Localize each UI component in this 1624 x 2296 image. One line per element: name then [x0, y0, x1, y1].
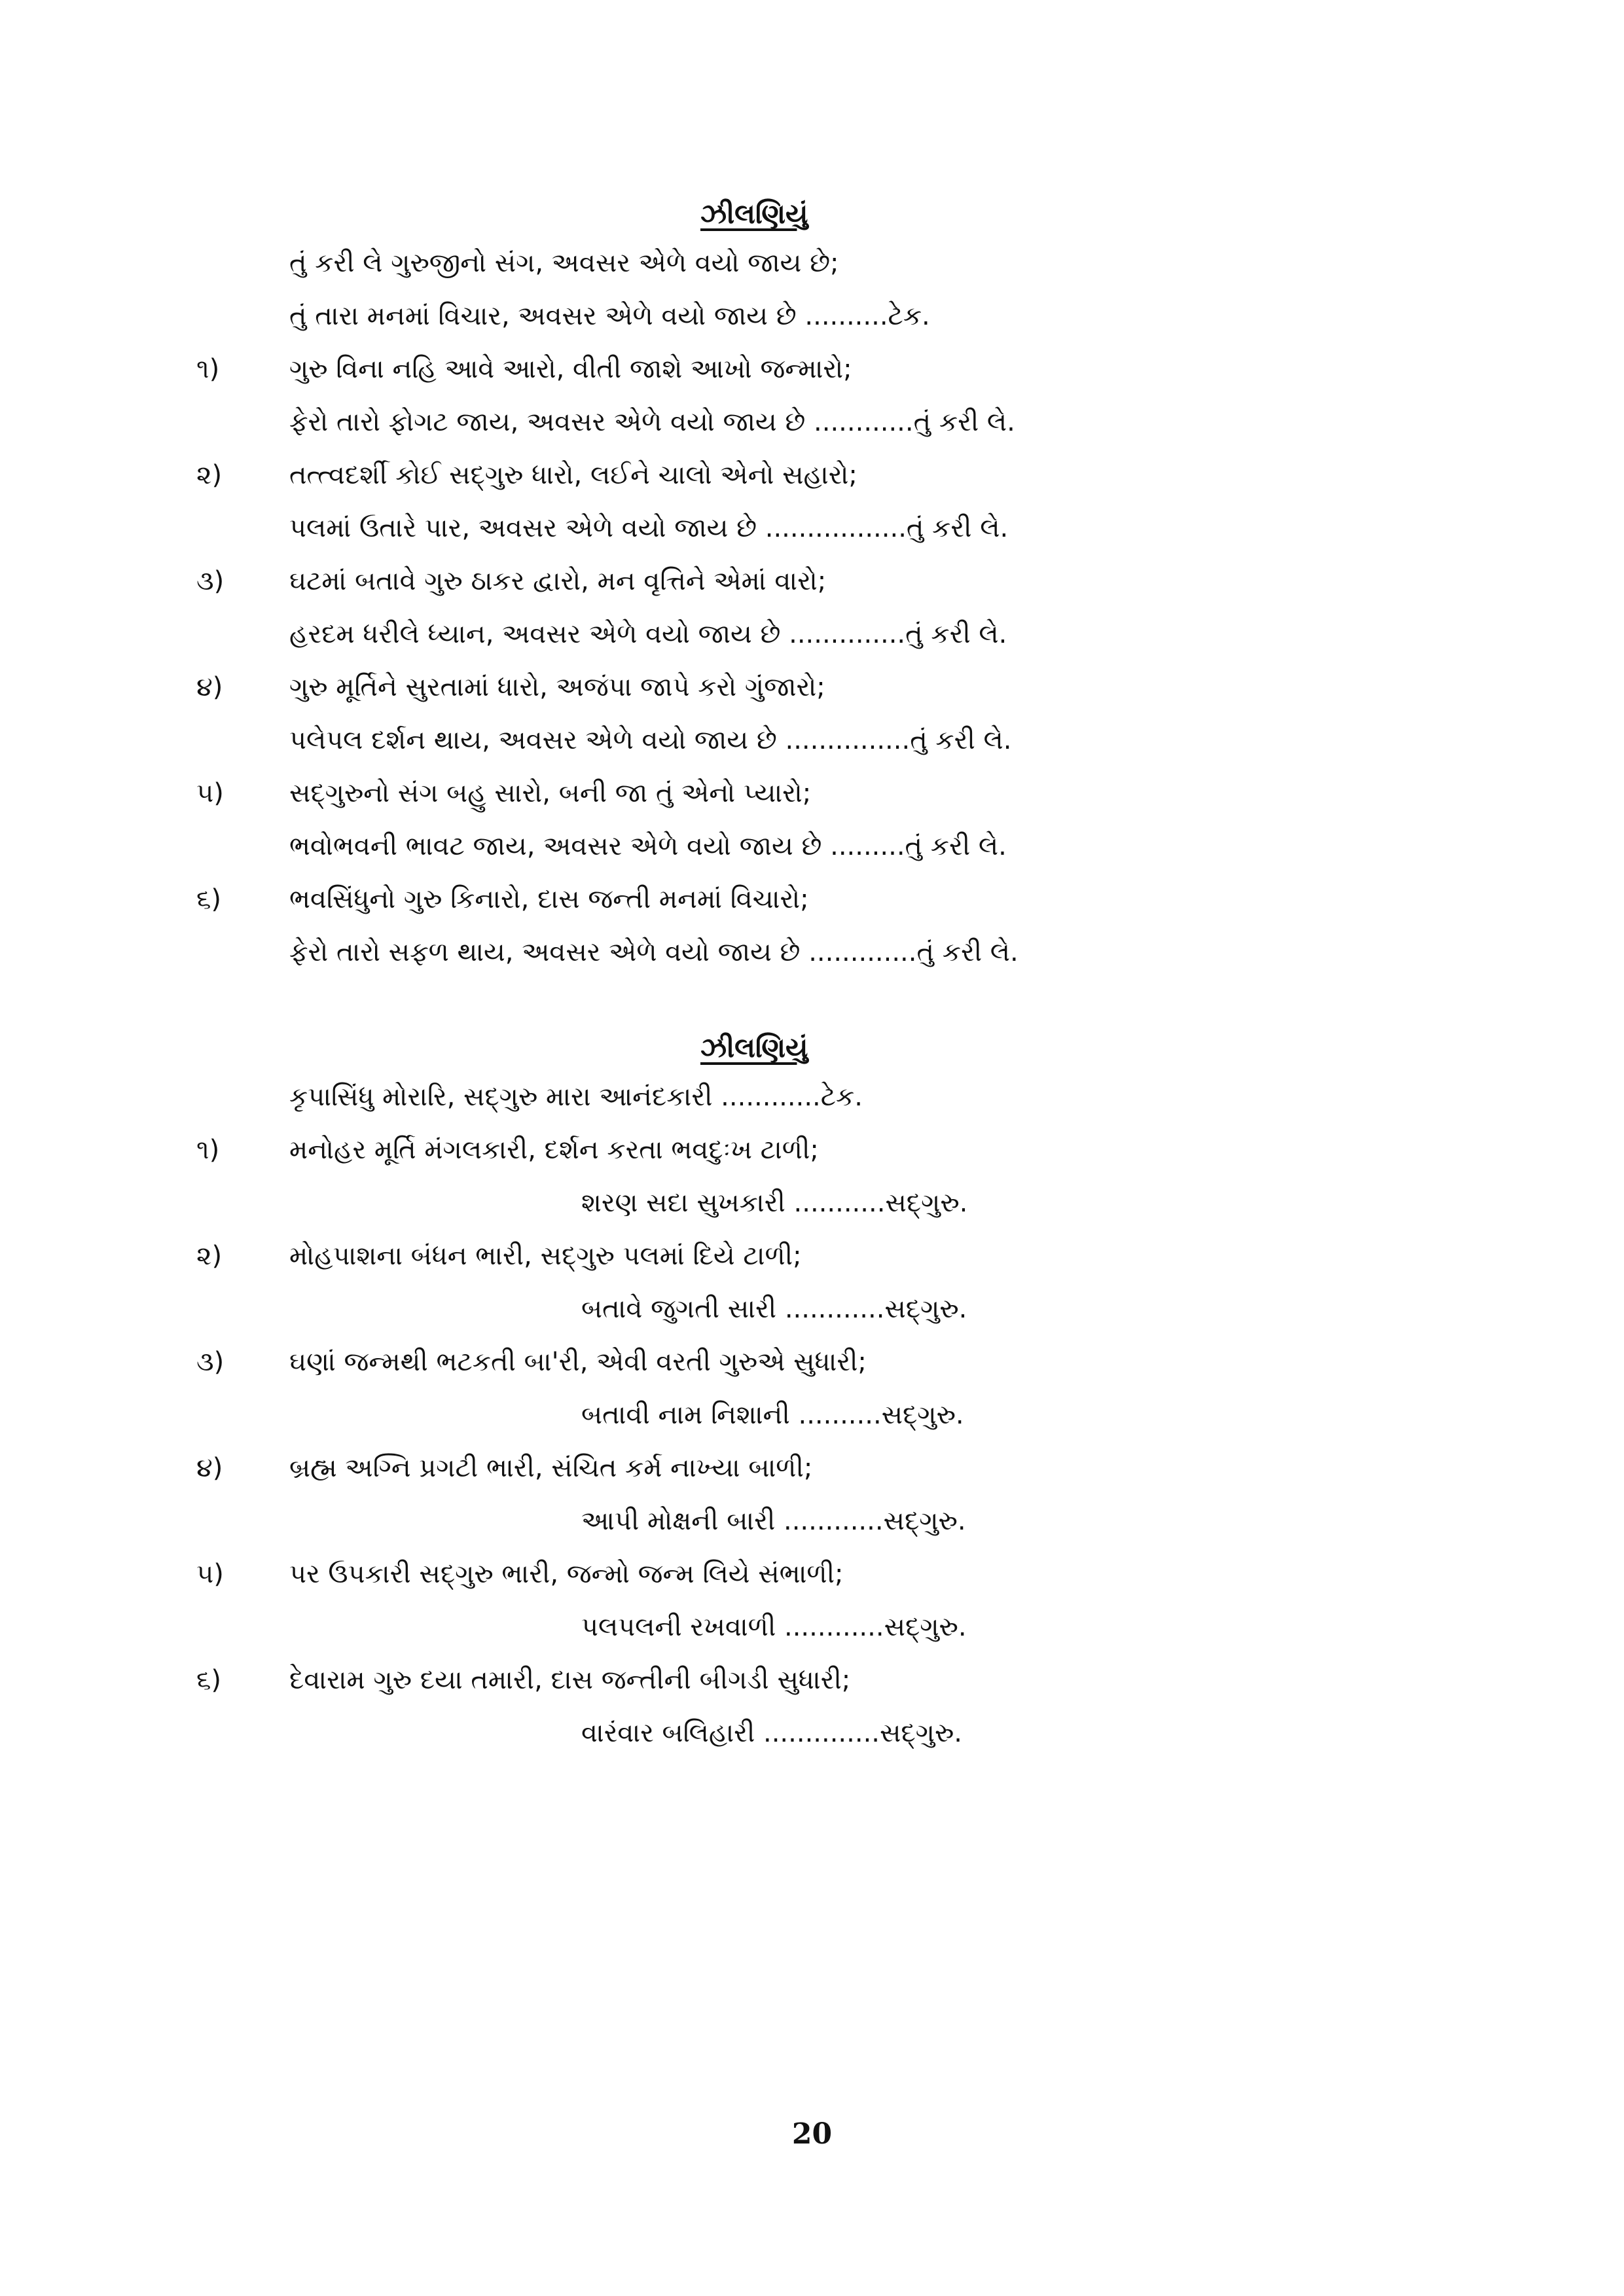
verse-number: ૨) [196, 460, 223, 490]
verse-text: મોહપાશના બંધન ભારી, સદ્‌ગુરુ પલમાં દિયે ટાળી; [289, 1241, 802, 1271]
song-section [196, 191, 1067, 979]
verse-line [196, 1283, 1067, 1336]
verse-text: ગુરુ વિના નહિ આવે આરો, વીતી જાશે આખો જન્મારો; [289, 354, 852, 384]
verse-number: ૫) [196, 778, 224, 808]
verse-line [196, 1548, 1067, 1601]
verse-line [196, 396, 1067, 449]
verse-number: ૬) [196, 1665, 222, 1695]
verse-text: શરણ સદા સુખકારી ...........સદ્‌ગુરુ. [581, 1188, 968, 1218]
verse-text: પર ઉપકારી સદ્‌ગુરુ ભારી, જન્મો જન્મ લિયે સંભાળી; [289, 1559, 844, 1589]
verse-line [196, 608, 1067, 661]
verse-text: દેવારામ ગુરુ દયા તમારી, દાસ જન્તીની બીગડી સુધારી; [289, 1665, 851, 1695]
verse-text: તું કરી લે ગુરુજીનો સંગ, અવસર એળે વયો જાય છે; [289, 248, 839, 278]
verse-line [196, 820, 1067, 873]
verse-text: પલમાં ઉતારે પાર, અવસર એળે વયો જાય છે .................તું કરી લે. [289, 513, 1009, 543]
verse-line [196, 555, 1067, 608]
verse-text: તું તારા મનમાં વિચાર, અવસર એળે વયો જાય છે ..........ટેક. [289, 301, 930, 331]
verse-text: બ્રહ્મ અગ્નિ પ્રગટી ભારી, સંચિત કર્મ નાખ્યા બાળી; [289, 1453, 813, 1483]
verse-line [196, 714, 1067, 767]
verse-line [196, 1177, 1067, 1230]
verse-line [196, 1124, 1067, 1177]
verse-line [196, 1654, 1067, 1707]
verse-text: આપી મોક્ષની બારી ............સદ્‌ગુરુ. [581, 1506, 966, 1536]
verse-number: ૧) [196, 1135, 220, 1165]
verse-line [196, 343, 1067, 396]
verse-text: ઘણાં જન્મથી ભટકતી બા'રી, એવી વરતી ગુરુએ સુધારી; [289, 1347, 867, 1377]
verse-line [196, 767, 1067, 820]
verse-text: સદ્‌ગુરુનો સંગ બહુ સારો, બની જા તું એનો પ્યારો; [289, 778, 812, 808]
song-title: ઝીલણિયું [700, 198, 808, 230]
verse-line [196, 1071, 1067, 1124]
song-lines [196, 237, 1067, 979]
verse-line [196, 1336, 1067, 1389]
song-section [196, 1025, 1067, 1760]
verse-line [196, 290, 1067, 343]
verse-number: ૪) [196, 672, 223, 702]
verse-line [196, 237, 1067, 290]
verse-line [196, 449, 1067, 502]
verse-text: ભવસિંધુનો ગુરુ કિનારો, દાસ જન્તી મનમાં વિચારો; [289, 884, 809, 914]
verse-number: ૨) [196, 1241, 223, 1271]
verse-number: ૩) [196, 1347, 225, 1377]
verse-text: ગુરુ મૂર્તિને સુરતામાં ધારો, અજંપા જાપે કરો ગુંજારો; [289, 672, 825, 702]
verse-line [196, 1389, 1067, 1442]
verse-line [196, 1601, 1067, 1654]
verse-line [196, 873, 1067, 926]
verse-number: ૪) [196, 1453, 223, 1483]
verse-line [196, 926, 1067, 979]
verse-line [196, 502, 1067, 555]
verse-text: બતાવી નામ નિશાની ..........સદ્‌ગુરુ. [581, 1400, 964, 1430]
verse-text: ઘટમાં બતાવે ગુરુ ઠાકર દ્વારો, મન વૃત્તિને એમાં વારો; [289, 566, 827, 596]
verse-line [196, 1495, 1067, 1548]
verse-text: તત્ત્વદર્શી કોઈ સદ્‌ગુરુ ધારો, લઈને ચાલો એનો સહારો; [289, 460, 857, 490]
verse-text: પલપલની રખવાળી ............સદ્‌ગુરુ. [581, 1612, 967, 1642]
verse-line [196, 1707, 1067, 1760]
verse-text: વારંવાર બલિહારી ..............સદ્‌ગુરુ. [581, 1718, 962, 1748]
verse-text: બતાવે જુગતી સારી ............સદ્‌ગુરુ. [581, 1294, 967, 1324]
verse-line [196, 1442, 1067, 1495]
verse-number: ૧) [196, 354, 220, 384]
verse-text: ભવોભવની ભાવટ જાય, અવસર એળે વયો જાય છે .........તું કરી લે. [289, 831, 1007, 861]
verse-text: ફેરો તારો સફળ થાય, અવસર એળે વયો જાય છે .............તું કરી લે. [289, 937, 1019, 967]
song-title: ઝીલણિયું [700, 1031, 808, 1064]
verse-number: ૫) [196, 1559, 224, 1589]
song-lines [196, 1071, 1067, 1760]
verse-text: મનોહર મૂર્તિ મંગલકારી, દર્શન કરતા ભવદુઃખ ટાળી; [289, 1135, 819, 1165]
verse-line [196, 661, 1067, 714]
verse-text: હરદમ ધરીલે ધ્યાન, અવસર એળે વયો જાય છે ..............તું કરી લે. [289, 619, 1007, 649]
verse-line [196, 1230, 1067, 1283]
page-number: 20 [791, 2117, 833, 2151]
verse-number: ૬) [196, 884, 222, 914]
verse-text: ફેરો તારો ફોગટ જાય, અવસર એળે વયો જાય છે ............તું કરી લે. [289, 407, 1015, 437]
verse-number: ૩) [196, 566, 225, 596]
verse-text: કૃપાસિંધુ મોરારિ, સદ્‌ગુરુ મારા આનંદકારી ............ટેક. [289, 1082, 863, 1112]
verse-text: પલેપલ દર્શન થાય, અવસર એળે વયો જાય છે ...............તું કરી લે. [289, 725, 1012, 755]
